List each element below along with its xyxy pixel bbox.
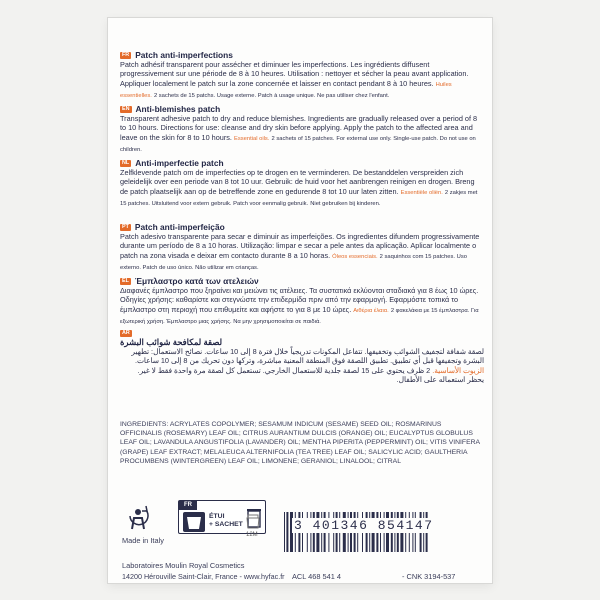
body-nl: Zelfklevende patch om de imperfecties op te drogen en te verminderen. De bestanddelen verspreiden zich geleidelijk over een periode van 8 tot 10 uur. Gebruik: de huid voor het aanbrengen reinigen en drogen. Breng de patch plaatselijk aan op de betreffende zone en gedurende 8 tot 10 uur laten zitten.: [120, 168, 475, 196]
barcode-bar: [284, 512, 285, 552]
tail-nl: 2 zakjes met 15 patches. Uitsluitend voor extern gebruik. Patch voor eenmalig gebruik.: [120, 189, 478, 208]
body-fr: Patch adhésif transparent pour assécher et diminuer les imperfections. Les ingrédients diffusent progressivement sur une période de 8 à 10 heures. Utilisation : nettoyer et sécher la peau avant application. Appliquer localement le patch sur la zone concernée et laisser en contact pendant 8 à 10 heures.: [120, 60, 469, 88]
title-nl: Anti-imperfectie patch: [135, 158, 224, 168]
title-fr: Patch anti-imperfections: [135, 50, 233, 60]
pao-label: 12M: [246, 532, 258, 538]
section-ar: [120, 330, 484, 385]
tail-ar: 2 ظرف يحتوي على 15 لصقة جلدية للاستعمال الخارجي. تستعمل كل لصقة مرة واحدة فقط لا غير. يحظر استعماله على الأطفال.: [137, 365, 484, 385]
essential-en: Essential oils.: [234, 135, 270, 142]
acl-code: ACL 468 541 4: [292, 572, 342, 581]
tail-pt: 2 saquinhos com 15 patches. Uso externo. Patch de uso único. Não utilizar em crianças.: [120, 253, 467, 272]
lang-code-en: EN: [122, 105, 130, 112]
body-en: Transparent adhesive patch to dry and reduce blemishes. Ingredients are gradually released over a period of 8 to 10 hours. Directions for use: cleanse and dry skin before applying. Apply the patch to the affected area and leave on the skin for 8 to 10 hours.: [120, 114, 478, 142]
title-pt: Patch anti-imperfeição: [134, 222, 225, 232]
body-el: Διαφανές έμπλαστρο που ξηραίνει και μειώνει τις ατέλειες. Τα συστατικά εκλύονται σταδιακά για 8 έως 10 ώρες. Οδηγίες χρήσης: καθαρίστε και στεγνώστε την επιδερμίδα πριν από την εφαρμογή. Εφαρμόστε τοπικά το έμπλαστρο στη περιοχή που επιθυμείτε και αφήστε το για 8 με 10 ώρες.: [120, 286, 479, 314]
ingredients-list: INGREDIENTS: ACRYLATES COPOLYMER; SESAMUM INDICUM (SESAME) SEED OIL; ROSMARINUS OFFICINALIS (ROSEMARY) LEAF OIL; CITRUS AURANTIUM DULCIS (ORANGE) OIL; EUCALYPTUS GLOBULUS LEAF OIL; LAVANDULA ANGUSTIFOLIA (LAVANDER) OIL; MENTHA PIPERITA (PEPPERMINT) OIL; VITIS VINIFERA (GRAPE) LEAF EXTRACT; MELALEUCA ALTERNIFOLIA (TEA TREE) LEAF OIL; SALICYLIC ACID; GAULTHERIA PROCUMBENS (WINTERGREEN) LEAF OIL; LIMONENE; GERANIOL; LINALOOL; CITRAL: [120, 421, 480, 465]
tail-el: 2 φακελάκια με 15 έμπλαστρα. Για εξωτερική χρήση. Έμπλαστρο μιας χρήσης. Να μην χρησιμοποιείται σε παιδιά.: [120, 307, 479, 326]
recycling-code: FR: [179, 501, 197, 510]
lang-code-ar: AR: [122, 330, 130, 336]
recycling-box-icon: [183, 512, 205, 532]
tail2-en: For external use only. Single-use patch. Do not use on children.: [120, 135, 476, 154]
barcode-bar: [286, 512, 288, 552]
essential-fr: Huiles essentielles.: [120, 81, 452, 100]
body-pt: Patch adesivo transparente para secar e diminuir as imperfeições. Os ingredientes difundem progressivamente durante um período de 8 a 10 horas. Utilização: limpar e secar a pele antes da aplicação. Aplicar localmente o patch na zona visada e deixar em contacto durante 8 a 10 horas.: [120, 232, 480, 260]
recycling-line2: + SACHET: [209, 521, 243, 528]
cnk-code: - CNK 3194-537: [402, 572, 456, 581]
lang-code-el: EL: [122, 277, 129, 284]
triman-icon: [126, 502, 158, 537]
title-el: Έμπλαστρο κατά των ατελειών: [134, 276, 259, 286]
barcode-number: 3 401346 854147: [294, 518, 434, 533]
tail2-nl: Niet gebruiken bij kinderen.: [310, 201, 381, 208]
manufacturer-name: Laboratoires Moulin Royal Cosmetics: [122, 561, 245, 570]
section-el: [120, 276, 484, 328]
tail-en: 2 sachets of 15 patches.: [271, 135, 335, 142]
section-nl: [120, 158, 484, 210]
essential-pt: Óleos essenciais.: [332, 253, 378, 260]
section-en: [120, 104, 484, 156]
made-in-label: Made in Italy: [122, 536, 164, 545]
essential-el: Αιθέρια έλαια.: [353, 307, 389, 314]
product-box-back: [108, 18, 492, 583]
section-fr: [120, 50, 484, 102]
section-pt: [120, 222, 484, 274]
lang-code-fr: FR: [122, 51, 130, 58]
title-ar: لصقة لمكافحة شوائب البشرة: [120, 337, 223, 347]
lang-code-nl: NL: [122, 159, 130, 166]
essential-nl: Essentiële oliën.: [400, 189, 443, 196]
manufacturer-address: 14200 Hérouville Saint-Clair, France - www.hyfac.fr: [122, 572, 285, 581]
lang-code-pt: PT: [122, 223, 129, 230]
tail-fr: 2 sachets de 15 patchs. Usage externe. Patch à usage unique. Ne pas utiliser chez l'enfant.: [153, 93, 390, 100]
recycling-line1: ÉTUI: [209, 513, 225, 520]
body-ar: لصقة شفافة لتجفيف الشوائب وتخفيفها. تتفاعل المكونات تدريجياً خلال فترة 8 إلى 10 ساعات. نصائح الاستعمال: تطهير البشرة وتجفيفها قبل أي تطبيق. تطبيق اللصقة فوق المنطقة المعنية مباشرة، وتركها دون تحريك من 8 إلى 10 ساعات.: [131, 347, 484, 366]
title-en: Anti-blemishes patch: [135, 104, 221, 114]
essential-ar: الزيوت الأساسية.: [432, 365, 484, 375]
bottom-info: [120, 498, 480, 581]
